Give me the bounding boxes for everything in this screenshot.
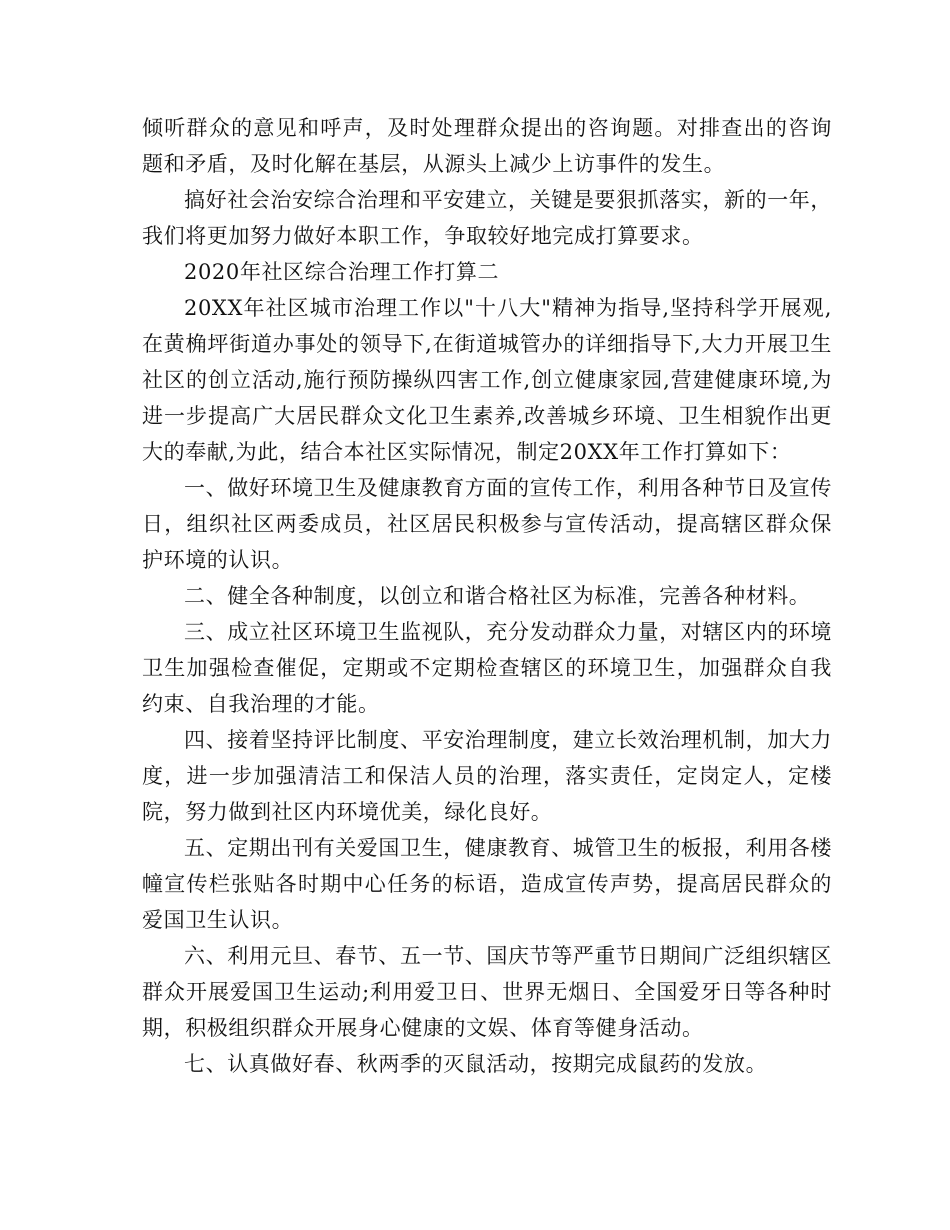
- list-item-7: 七、认真做好春、秋两季的灭鼠活动，按期完成鼠药的发放。: [184, 1052, 768, 1076]
- list-item-3: 三、成立社区环境卫生监视队，充分发动群众力量，对辖区内的环境卫生加强检查催促，定期或不定期检查辖区的环境卫生，加强群众自我约束、自我治理的才能。: [142, 620, 832, 716]
- list-item-4: 四、接着坚持评比制度、平安治理制度，建立长效治理机制，加大力度，进一步加强清洁工和保洁人员的治理，落实责任，定岗定人，定楼院，努力做到社区内环境优美，绿化良好。: [142, 728, 832, 824]
- paragraph-intro: 20XX年社区城市治理工作以"十八大"精神为指导,坚持科学开展观,在黄桷坪街道办事处的领导下,在街道城管办的详细指导下,大力开展卫生社区的创立活动,施行预防操纵四害工作,创立健康家园,营建健康环境,为进一步提高广大居民群众文化卫生素养,改善城乡环境、卫生相貌作出更大的奉献,为此，结合本社区实际情况，制定20XX年工作打算如下：: [142, 296, 832, 464]
- paragraph-continuation: 倾听群众的意见和呼声，及时处理群众提出的咨询题。对排查出的咨询题和矛盾，及时化解在基层，从源头上减少上访事件的发生。: [142, 116, 832, 176]
- paragraph-conclusion: 搞好社会治安综合治理和平安建立，关键是要狠抓落实，新的一年，我们将更加努力做好本职工作，争取较好地完成打算要求。: [142, 188, 832, 248]
- section-heading: 2020年社区综合治理工作打算二: [184, 260, 500, 284]
- list-item-2: 二、健全各种制度，以创立和谐合格社区为标准，完善各种材料。: [184, 584, 811, 608]
- list-item-1: 一、做好环境卫生及健康教育方面的宣传工作，利用各种节日及宣传日，组织社区两委成员，社区居民积极参与宣传活动，提高辖区群众保护环境的认识。: [142, 476, 832, 572]
- list-item-6: 六、利用元旦、春节、五一节、国庆节等严重节日期间广泛组织辖区群众开展爱国卫生运动;利用爱卫日、世界无烟日、全国爱牙日等各种时期，积极组织群众开展身心健康的文娱、体育等健身活动。: [142, 944, 832, 1040]
- document-body: [142, 110, 832, 1082]
- list-item-5: 五、定期出刊有关爱国卫生，健康教育、城管卫生的板报，利用各楼幢宣传栏张贴各时期中心任务的标语，造成宣传声势，提高居民群众的爱国卫生认识。: [142, 836, 832, 932]
